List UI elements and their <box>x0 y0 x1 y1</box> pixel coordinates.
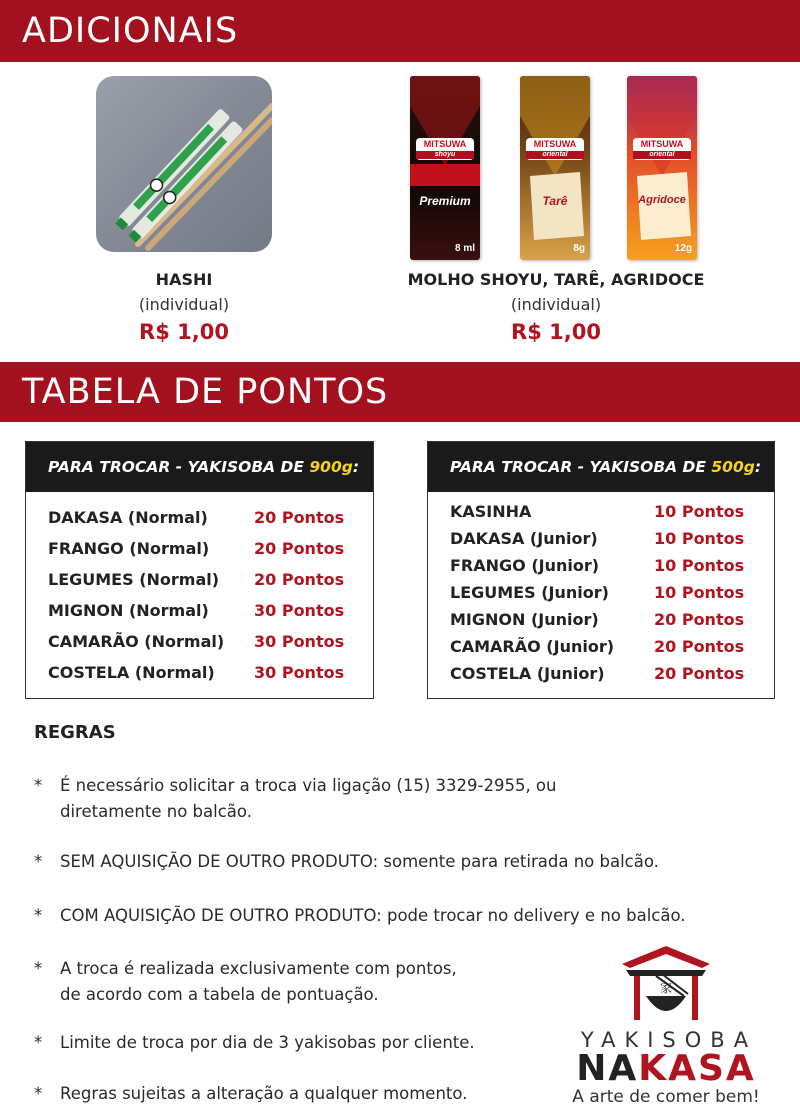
logo-name: NAKASA <box>576 1048 756 1089</box>
agridoce-sachet <box>627 76 697 260</box>
sachet-brand: MITSUWA shoyu <box>416 138 474 160</box>
sachet-brand: MITSUWA oriental <box>526 138 584 160</box>
sachet-label: Tarê <box>542 194 568 208</box>
table-900g: PARA TROCAR - YAKISOBA DE 900g: DAKASA (Normal) 20 Pontos FRANGO (Normal) 20 Pontos LEGUMES (Normal) 20 Pontos MIGNON (Normal) 30 Pontos CAMARÃO (Normal) 30 Pontos COSTELA (Normal) 30 Pontos <box>25 441 374 699</box>
rule-item: * Regras sujeitas a alteração a qualquer momento. <box>34 1084 468 1103</box>
sachet-size: 12g <box>674 243 692 254</box>
svg-text:家: 家 <box>659 981 673 995</box>
adicionais-title: ADICIONAIS <box>22 11 239 51</box>
sachet-label: Premium <box>419 194 471 208</box>
product-price: R$ 1,00 <box>511 320 601 344</box>
sachet-label: Agridoce <box>638 194 686 206</box>
table-header: PARA TROCAR - YAKISOBA DE 900g: <box>26 442 373 492</box>
adicionais-banner <box>0 0 800 62</box>
rule-item: * É necessário solicitar a troca via ligação (15) 3329-2955, ou diretamente no balcão. <box>34 776 557 821</box>
table-header: PARA TROCAR - YAKISOBA DE 500g: <box>428 442 774 492</box>
sachet-size: 8 ml <box>454 243 475 254</box>
product-name: HASHI <box>155 270 213 289</box>
logo-slogan: A arte de comer bem! <box>572 1087 760 1107</box>
shoyu-sachet <box>410 76 480 260</box>
table-500g: PARA TROCAR - YAKISOBA DE 500g: KASINHA 10 Pontos DAKASA (Junior) 10 Pontos FRANGO (Junior) 10 Pontos LEGUMES (Junior) 10 Pontos MIGNON (Junior) 20 Pontos CAMARÃO (Junior) 20 Pontos COSTELA (Junior) 20 Pontos <box>427 441 775 699</box>
rule-item: * A troca é realizada exclusivamente com pontos, de acordo com a tabela de pontuação. <box>34 959 457 1004</box>
pagoda-bowl-icon <box>556 940 776 1030</box>
hashi-product <box>84 270 284 344</box>
yakisoba-nakasa-logo <box>556 940 776 1110</box>
hashi-image <box>96 76 272 252</box>
pontos-banner <box>0 362 800 422</box>
product-sub: (individual) <box>138 295 230 314</box>
sachet-brand: MITSUWA oriental <box>633 138 691 160</box>
logo-top-text: YAKISOBA <box>580 1028 758 1052</box>
rule-item: * SEM AQUISIÇÃO DE OUTRO PRODUTO: somente para retirada no balcão. <box>34 852 659 871</box>
product-name: MOLHO SHOYU, TARÊ, AGRIDOCE <box>407 270 705 289</box>
molho-product <box>396 270 716 344</box>
rule-item: * Limite de troca por dia de 3 yakisobas por cliente. <box>34 1033 475 1052</box>
sachet-size: 8g <box>573 243 585 254</box>
pontos-title: TABELA DE PONTOS <box>22 372 389 412</box>
product-sub: (individual) <box>510 295 602 314</box>
rule-item: * COM AQUISIÇÃO DE OUTRO PRODUTO: pode trocar no delivery e no balcão. <box>34 906 686 925</box>
product-price: R$ 1,00 <box>139 320 229 344</box>
tare-sachet <box>520 76 590 260</box>
rules-title: REGRAS <box>34 722 116 743</box>
